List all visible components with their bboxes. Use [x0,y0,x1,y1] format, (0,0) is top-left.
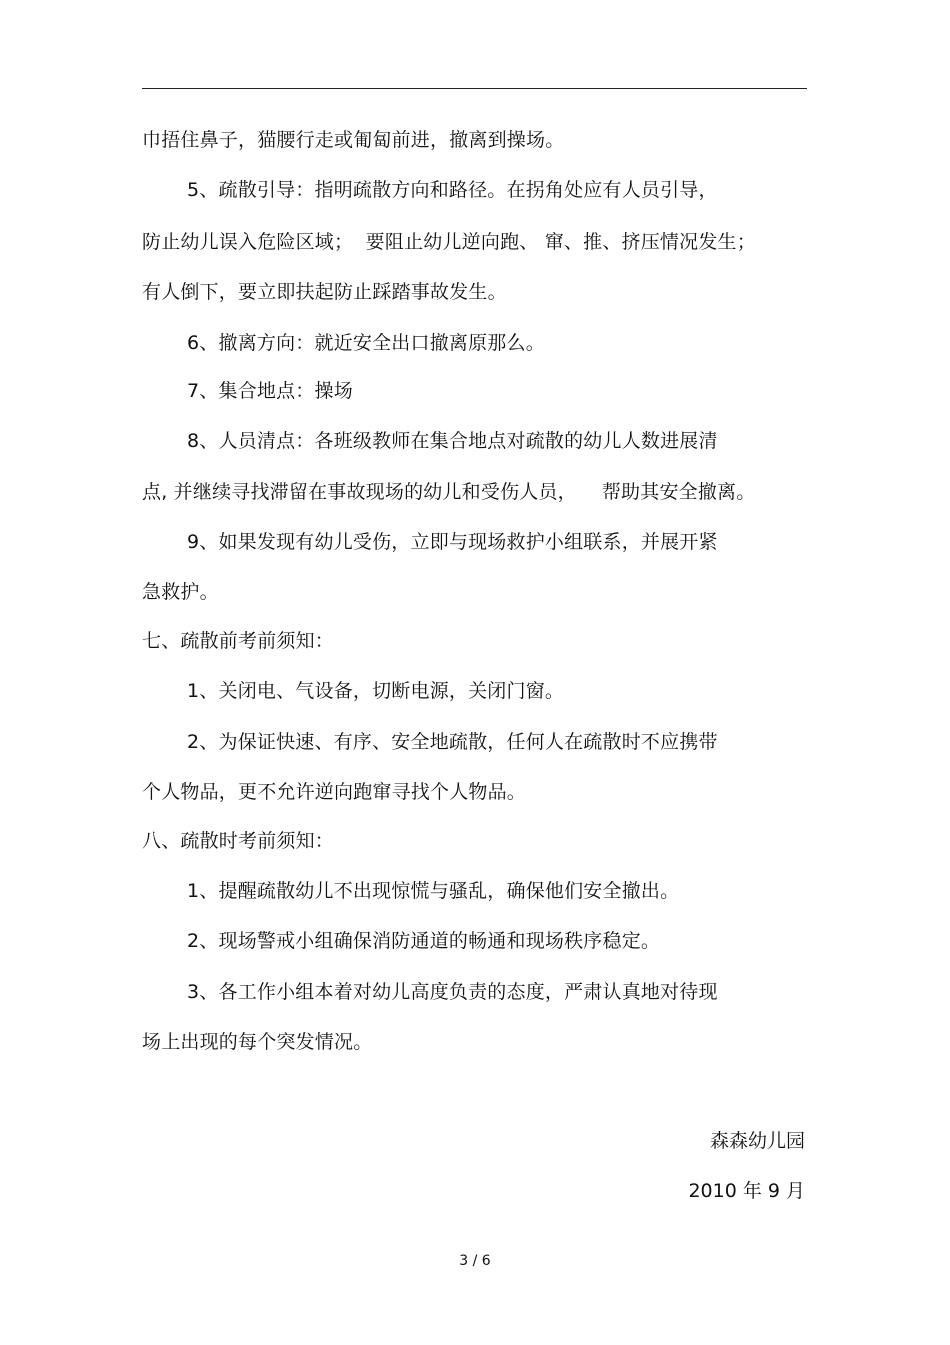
paragraph-line: 急救护。 [142,581,219,603]
section-heading: 七、疏散前考前须知： [142,630,335,652]
paragraph-line: 个人物品，更不允许逆向跑窜寻找个人物品。 [142,781,527,803]
signature-organization: 森森幼儿园 [709,1130,805,1152]
paragraph-line: 7、集合地点：操场 [187,380,353,402]
paragraph-line: 8、人员清点：各班级教师在集合地点对疏散的幼儿人数进展清 [187,430,718,452]
paragraph-line: 2、为保证快速、有序、安全地疏散，任何人在疏散时不应携带 [187,731,718,753]
paragraph-line: 有人倒下，要立即扶起防止踩踏事故发生。 [142,281,507,303]
paragraph-line: 防止幼儿误入危险区域； 要阻止幼儿逆向跑、 窜、推、挤压情况发生； [142,231,756,253]
paragraph-line: 点, 并继续寻找滞留在事故现场的幼儿和受伤人员， 帮助其安全撤离。 [142,481,756,503]
paragraph-line: 2、现场警戒小组确保消防通道的畅通和现场秩序稳定。 [187,930,661,952]
page-number: 3 / 6 [459,1253,491,1269]
paragraph-line: 5、疏散引导：指明疏散方向和路径。在拐角处应有人员引导， [187,179,718,201]
paragraph-line: 1、提醒疏散幼儿不出现惊慌与骚乱，确保他们安全撤出。 [187,880,680,902]
paragraph-line: 3、各工作小组本着对幼儿高度负责的态度，严肃认真地对待现 [187,981,718,1003]
header-rule [142,88,807,89]
section-heading: 八、疏散时考前须知： [142,830,335,852]
paragraph-line: 巾捂住鼻子，猫腰行走或匍匐前进，撤离到操场。 [142,129,565,151]
paragraph-line: 9、如果发现有幼儿受伤，立即与现场救护小组联系，并展开紧 [187,531,718,553]
paragraph-line: 1、关闭电、气设备，切断电源，关闭门窗。 [187,680,565,702]
paragraph-line: 场上出现的每个突发情况。 [142,1031,373,1053]
signature-date: 2010 年 9 月 [688,1180,805,1202]
paragraph-line: 6、撤离方向：就近安全出口撤离原那么。 [187,332,545,354]
